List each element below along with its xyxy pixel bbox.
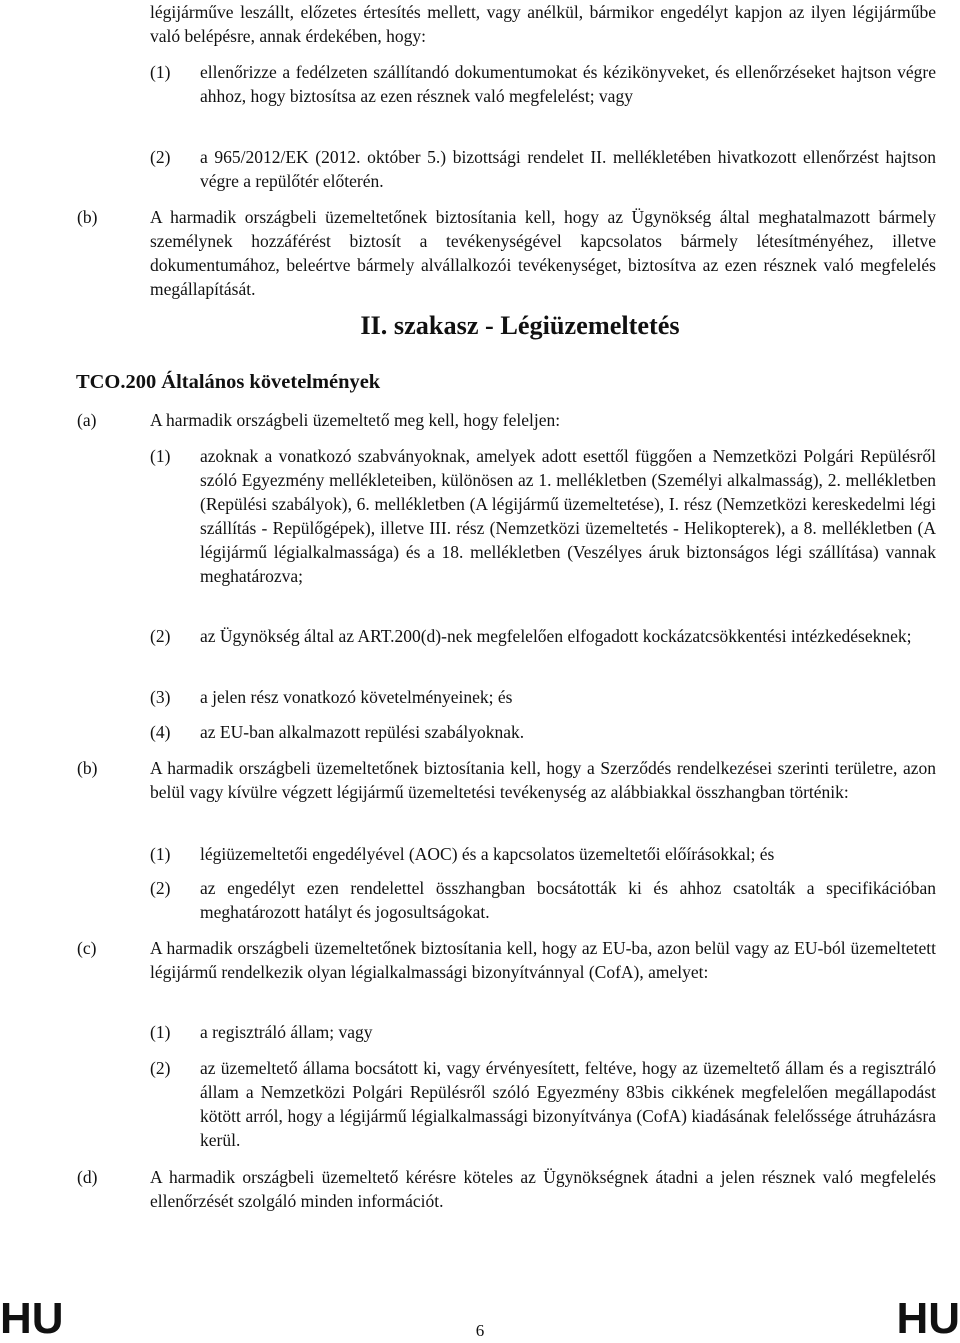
article-title: TCO.200 Általános követelmények [76,371,381,393]
para-a-item-2-text: az Ügynökség által az ART.200(d)-nek megfelelően elfogadott kockázatcsökkentési intézkedéseknek; [200,626,912,646]
para-a-item-3-label: (3) [150,687,171,707]
footer-language-code-left: HU [0,1294,64,1343]
para-c-item-2-label: (2) [150,1058,171,1078]
para-d-label: (d) [77,1167,98,1187]
footer-language-code-right: HU [896,1294,960,1343]
para-c-item-1-text: a regisztráló állam; vagy [200,1022,373,1042]
para-b-first-label: (b) [77,207,98,227]
intro-continuation: légijárműve leszállt, előzetes értesítés mellett, vagy anélkül, bármikor engedélyt kapjon az ilyen légijárműbe való belépésre, annak érdekében, hogy: [150,2,936,46]
para-b-first-text: A harmadik országbeli üzemeltetőnek biztosítania kell, hogy az Ügynökség által meghatalmazott bármely személynek hozzáférést biztosít a tevékenységével kapcsolatos bármely létesítményéhez, illetve dokumentumához, beleértve bármely alvállalkozói tevékenységet, biztosítva az ezen résznek való megfelelés megállapítását. [150,207,936,299]
para-b-item-2-text: az engedélyt ezen rendelettel összhangban bocsátották ki és ahhoz csatolták a specifikációban meghatározott hatályt és jogosultságokat. [200,878,936,922]
para-a-text: A harmadik országbeli üzemeltető meg kell, hogy feleljen: [150,410,561,430]
para-a-item-1-label: (1) [150,446,171,466]
intro-item-1-text: ellenőrizze a fedélzeten szállítandó dokumentumokat és kézikönyveket, és ellenőrzéseket hajtson végre ahhoz, hogy biztosítsa az ezen résznek való megfelelést; vagy [200,62,936,106]
para-d-text: A harmadik országbeli üzemeltető kérésre köteles az Ügynökségnek átadni a jelen résznek való megfelelés ellenőrzését szolgáló minden információt. [150,1167,936,1211]
para-c-item-1-label: (1) [150,1022,171,1042]
para-b-text: A harmadik országbeli üzemeltetőnek biztosítania kell, hogy a Szerződés rendelkezései szerinti területre, azon belül vagy kívülre végzett légijármű üzemeltetési tevékenység az alábbiakkal összhangban történik: [150,758,936,802]
page-number: 6 [475,1321,485,1340]
intro-item-2-text: a 965/2012/EK (2012. október 5.) bizottsági rendelet II. mellékletében hivatkozott ellenőrzést hajtson végre a repülőtér előterén. [200,147,936,191]
para-c-item-2-text: az üzemeltető állama bocsátott ki, vagy érvényesített, feltéve, hogy az üzemeltető állam és a regisztráló állam a Nemzetközi Polgári Repülésről szóló Egyezmény 83bis cikkének megfelelően megállapodást kötött arról, hogy a légijármű légialkalmassági bizonyítványa (CofA) kiadásának felelőssége átruházásra kerül. [200,1058,936,1150]
intro-item-1-label: (1) [150,62,171,82]
para-b-item-2-label: (2) [150,878,171,898]
para-a-label: (a) [77,410,97,430]
para-c-label: (c) [77,938,97,958]
para-a-item-2-label: (2) [150,626,171,646]
section-title: II. szakasz - Légiüzemeltetés [360,311,680,340]
intro-item-2-label: (2) [150,147,171,167]
para-a-item-4-text: az EU-ban alkalmazott repülési szabályoknak. [200,722,525,742]
para-a-item-3-text: a jelen rész vonatkozó követelményeinek; és [200,687,513,707]
para-a-item-1-text: azoknak a vonatkozó szabványoknak, amelyek adott esettől függően a Nemzetközi Polgári Repülésről szóló Egyezmény mellékleteiben, különösen az 1. mellékletben (Személyi alkalmasság), 2. mellékletben (Repülési szabályok), 6. mellékletben (A légijármű üzemeltetése), I. rész (Nemzetközi kereskedelmi légi szállítás - Repülőgépek), illetve III. rész (Nemzetközi üzemeltetés - Helikopterek), a 8. mellékletben (A légijármű légialkalmassága) és a 18. mellékletben (Veszélyes áruk biztonságos légi szállítása) vannak meghatározva; [200,446,936,586]
para-a-item-4-label: (4) [150,722,171,742]
para-c-text: A harmadik országbeli üzemeltetőnek biztosítania kell, hogy az EU-ba, azon belül vagy az EU-ból üzemeltetett légijármű rendelkezik olyan légialkalmassági bizonyítvánnyal (CofA), amelyet: [150,938,936,982]
para-b-item-1-text: légiüzemeltetői engedélyével (AOC) és a kapcsolatos üzemeltetői előírásokkal; és [200,844,775,864]
para-b-item-1-label: (1) [150,844,171,864]
para-b-label: (b) [77,758,98,778]
